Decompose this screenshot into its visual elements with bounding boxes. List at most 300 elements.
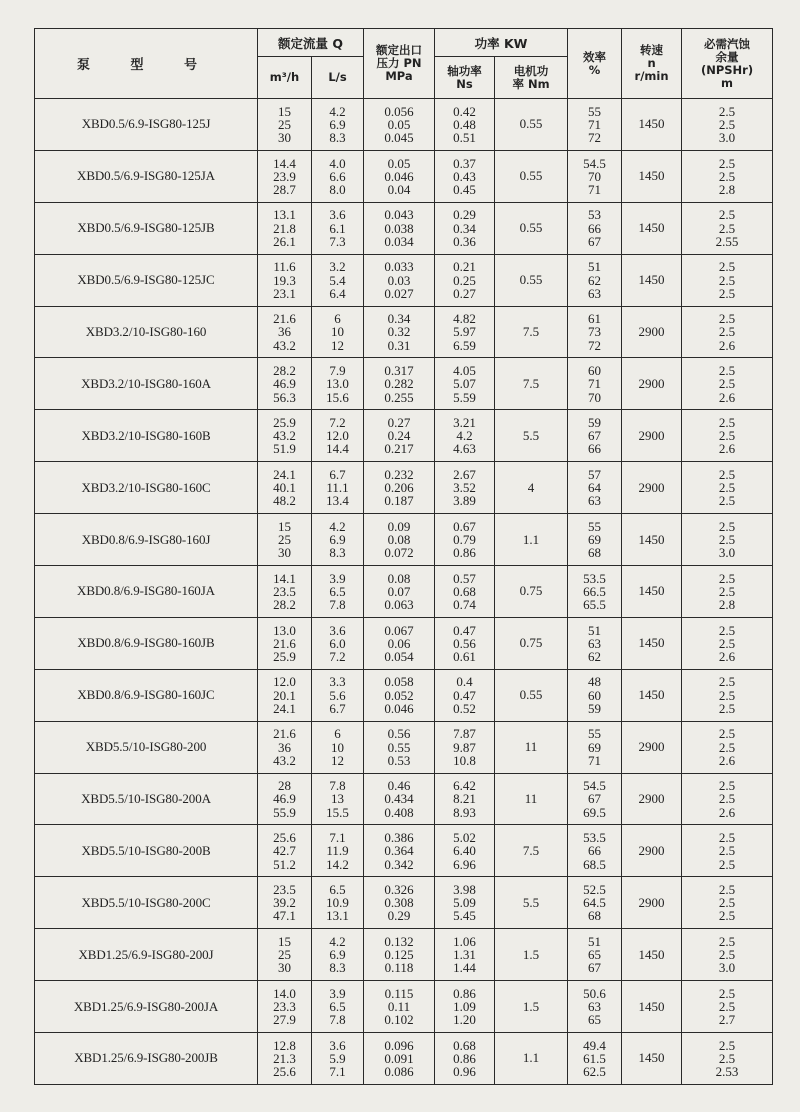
cell-efficiency-value: 60	[588, 363, 602, 379]
cell-shaft-power	[435, 358, 495, 410]
cell-efficiency-value: 63	[588, 285, 602, 301]
cell-efficiency	[568, 566, 622, 618]
cell-flow-m3h	[258, 99, 312, 151]
cell-efficiency-value: 65.5	[583, 597, 606, 613]
cell-flow-ls-value: 6.5	[329, 583, 346, 599]
cell-pressure-value: 0.125	[384, 947, 414, 963]
cell-npsh	[682, 981, 773, 1033]
cell-shaft-power-value: 0.48	[453, 116, 476, 132]
cell-npsh-value: 2.5	[718, 739, 736, 755]
table-row	[35, 462, 773, 514]
cell-efficiency-value: 67	[588, 428, 602, 444]
cell-flow-ls-value: 3.9	[329, 570, 346, 586]
cell-motor-power: 0.55	[495, 254, 568, 306]
cell-npsh-value: 2.5	[718, 428, 736, 444]
header-power: 功率 KW	[435, 29, 568, 57]
cell-pressure-value: 0.03	[387, 272, 411, 288]
table-row	[35, 150, 773, 202]
cell-pressure-value: 0.046	[384, 168, 414, 184]
cell-shaft-power-value: 4.05	[453, 363, 476, 379]
cell-efficiency-value: 63	[588, 998, 602, 1014]
cell-flow-ls-value: 4.0	[329, 155, 346, 171]
cell-shaft-power-value: 0.51	[453, 130, 476, 146]
table-row	[35, 825, 773, 877]
cell-motor-power: 5.5	[495, 410, 568, 462]
cell-motor-power: 5.5	[495, 877, 568, 929]
table-row	[35, 981, 773, 1033]
table-row	[35, 1033, 773, 1085]
cell-npsh-value: 2.5	[718, 168, 736, 184]
cell-flow-m3h-value: 25.9	[273, 648, 296, 664]
cell-pressure-value: 0.282	[384, 376, 414, 392]
cell-motor-power: 1.5	[495, 981, 568, 1033]
cell-flow-ls-value: 3.6	[329, 622, 346, 638]
header-shaft-line1: 轴功率	[447, 63, 482, 78]
cell-pressure-value: 0.09	[387, 518, 411, 534]
cell-efficiency-value: 68	[588, 908, 602, 924]
cell-flow-m3h-value: 28.2	[273, 363, 296, 379]
cell-pressure-value: 0.033	[384, 259, 414, 275]
cell-speed: 1450	[622, 981, 682, 1033]
cell-pressure-value: 0.32	[387, 324, 411, 340]
header-efficiency-line1: 效率	[583, 49, 607, 64]
cell-flow-m3h-value: 30	[278, 960, 291, 976]
cell-shaft-power-value: 5.09	[453, 895, 476, 911]
cell-flow-ls-value: 14.4	[326, 441, 349, 457]
cell-efficiency-value: 53.5	[583, 570, 606, 586]
cell-flow-m3h	[258, 929, 312, 981]
cell-npsh-value: 2.5	[718, 220, 736, 236]
header-model: 泵 型 号	[35, 29, 258, 99]
cell-model: XBD3.2/10-ISG80-160B	[35, 410, 258, 462]
cell-npsh-value: 2.5	[718, 259, 736, 275]
cell-pressure-value: 0.27	[387, 414, 411, 430]
cell-flow-ls-value: 8.3	[329, 545, 346, 561]
cell-efficiency-value: 62	[588, 648, 602, 664]
cell-pressure-value: 0.067	[384, 622, 414, 638]
cell-motor-power: 11	[495, 773, 568, 825]
cell-efficiency	[568, 1033, 622, 1085]
cell-motor-power: 7.5	[495, 306, 568, 358]
cell-shaft-power-value: 4.63	[453, 441, 476, 457]
cell-efficiency-value: 63	[588, 635, 602, 651]
cell-efficiency-value: 53	[588, 207, 602, 223]
cell-shaft-power	[435, 877, 495, 929]
cell-shaft-power-value: 6.40	[453, 843, 476, 859]
cell-shaft-power	[435, 669, 495, 721]
cell-flow-m3h-value: 25	[278, 116, 291, 132]
cell-flow-ls-value: 6.0	[329, 635, 346, 651]
cell-efficiency-value: 73	[588, 324, 602, 340]
cell-flow-m3h-value: 28	[278, 778, 291, 794]
cell-motor-power: 0.75	[495, 566, 568, 618]
cell-pressure-value: 0.132	[384, 933, 414, 949]
cell-npsh-value: 2.5	[718, 155, 736, 171]
cell-npsh-value: 2.6	[718, 389, 736, 405]
header-flow-m3h: m³/h	[258, 57, 312, 99]
cell-npsh-value: 2.6	[718, 441, 736, 457]
cell-efficiency	[568, 721, 622, 773]
cell-flow-ls	[312, 306, 364, 358]
cell-model: XBD0.5/6.9-ISG80-125J	[35, 99, 258, 151]
cell-shaft-power-value: 0.47	[453, 622, 476, 638]
cell-flow-ls	[312, 99, 364, 151]
cell-pressure-value: 0.102	[384, 1012, 414, 1028]
cell-flow-ls-value: 8.3	[329, 130, 346, 146]
cell-flow-ls	[312, 825, 364, 877]
cell-npsh-value: 2.6	[718, 648, 736, 664]
cell-flow-m3h-value: 28.2	[273, 597, 296, 613]
cell-npsh-value: 2.5	[718, 622, 736, 638]
cell-model: XBD0.8/6.9-ISG80-160JC	[35, 669, 258, 721]
cell-flow-ls-value: 13.1	[326, 908, 349, 924]
table-row	[35, 721, 773, 773]
cell-motor-power: 7.5	[495, 358, 568, 410]
cell-shaft-power	[435, 1033, 495, 1085]
cell-flow-m3h	[258, 410, 312, 462]
cell-shaft-power-value: 1.31	[453, 947, 476, 963]
cell-npsh-value: 2.5	[718, 324, 736, 340]
cell-flow-m3h	[258, 721, 312, 773]
cell-flow-m3h	[258, 462, 312, 514]
cell-flow-m3h-value: 42.7	[273, 843, 296, 859]
cell-pressure-value: 0.206	[384, 480, 414, 496]
cell-flow-ls	[312, 721, 364, 773]
cell-pressure-value: 0.118	[384, 960, 414, 976]
cell-npsh-value: 2.6	[718, 804, 736, 820]
cell-shaft-power-value: 0.4	[456, 674, 473, 690]
cell-flow-ls-value: 7.9	[329, 363, 346, 379]
cell-flow-m3h-value: 25.6	[273, 1064, 296, 1080]
cell-shaft-power-value: 8.21	[453, 791, 476, 807]
header-npsh-line1: 必需汽蚀	[704, 36, 751, 51]
cell-efficiency	[568, 462, 622, 514]
cell-npsh-value: 2.8	[718, 181, 736, 197]
cell-shaft-power	[435, 99, 495, 151]
cell-npsh-value: 2.5	[718, 908, 736, 924]
cell-flow-m3h-value: 43.2	[273, 752, 296, 768]
cell-flow-ls-value: 8.0	[329, 181, 346, 197]
header-speed-line1: 转速	[640, 43, 664, 57]
cell-shaft-power	[435, 202, 495, 254]
cell-flow-m3h	[258, 202, 312, 254]
cell-flow-m3h-value: 47.1	[273, 908, 296, 924]
cell-efficiency-value: 54.5	[583, 778, 606, 794]
cell-speed: 1450	[622, 617, 682, 669]
cell-speed: 1450	[622, 99, 682, 151]
cell-pressure-value: 0.56	[387, 726, 411, 742]
cell-pressure-value: 0.091	[384, 1050, 414, 1066]
cell-shaft-power-value: 5.45	[453, 908, 476, 924]
cell-efficiency-value: 53.5	[583, 830, 606, 846]
cell-speed: 2900	[622, 306, 682, 358]
cell-pressure-value: 0.034	[384, 233, 414, 249]
cell-pressure	[364, 929, 435, 981]
cell-flow-m3h-value: 56.3	[273, 389, 296, 405]
cell-pressure	[364, 410, 435, 462]
cell-flow-m3h-value: 51.9	[273, 441, 296, 457]
cell-flow-m3h-value: 40.1	[273, 480, 296, 496]
cell-npsh-value: 2.5	[718, 272, 736, 288]
cell-flow-ls-value: 3.6	[329, 207, 346, 223]
cell-speed: 1450	[622, 669, 682, 721]
cell-shaft-power	[435, 617, 495, 669]
pump-spec-table	[34, 28, 773, 1085]
cell-flow-m3h-value: 21.6	[273, 726, 296, 742]
cell-flow-ls-value: 7.8	[329, 597, 346, 613]
cell-flow-m3h-value: 23.1	[273, 285, 296, 301]
cell-pressure-value: 0.31	[387, 337, 411, 353]
cell-efficiency-value: 71	[588, 181, 602, 197]
cell-efficiency-value: 67	[588, 791, 602, 807]
cell-efficiency-value: 71	[588, 752, 602, 768]
cell-flow-ls	[312, 773, 364, 825]
cell-flow-ls-value: 4.2	[329, 933, 346, 949]
cell-shaft-power-value: 0.68	[453, 583, 476, 599]
cell-flow-ls-value: 12.0	[326, 428, 349, 444]
cell-speed: 1450	[622, 929, 682, 981]
cell-flow-m3h-value: 46.9	[273, 376, 296, 392]
cell-pressure	[364, 202, 435, 254]
cell-flow-m3h-value: 20.1	[273, 687, 296, 703]
cell-motor-power: 0.55	[495, 99, 568, 151]
cell-pressure-value: 0.05	[387, 116, 411, 132]
cell-model: XBD5.5/10-ISG80-200	[35, 721, 258, 773]
cell-motor-power: 0.55	[495, 150, 568, 202]
cell-efficiency-value: 55	[588, 103, 602, 119]
header-motor-power	[495, 57, 568, 99]
cell-efficiency	[568, 99, 622, 151]
cell-flow-m3h-value: 21.8	[273, 220, 296, 236]
header-npsh	[682, 29, 773, 99]
cell-efficiency	[568, 825, 622, 877]
cell-pressure-value: 0.255	[384, 389, 414, 405]
cell-speed: 2900	[622, 721, 682, 773]
cell-shaft-power-value: 0.67	[453, 518, 476, 534]
cell-npsh-value: 2.5	[718, 635, 736, 651]
cell-speed: 2900	[622, 877, 682, 929]
cell-npsh-value: 2.53	[715, 1064, 739, 1080]
cell-flow-ls	[312, 877, 364, 929]
cell-flow-ls-value: 15.6	[326, 389, 349, 405]
cell-efficiency-value: 62.5	[583, 1064, 606, 1080]
cell-pressure-value: 0.063	[384, 597, 414, 613]
cell-efficiency-value: 62	[588, 272, 602, 288]
cell-model: XBD1.25/6.9-ISG80-200JB	[35, 1033, 258, 1085]
cell-npsh-value: 2.5	[718, 414, 736, 430]
cell-efficiency-value: 48	[588, 674, 602, 690]
cell-flow-m3h-value: 39.2	[273, 895, 296, 911]
cell-pressure-value: 0.05	[387, 155, 411, 171]
cell-shaft-power-value: 3.98	[453, 882, 476, 897]
cell-flow-m3h-value: 14.0	[273, 985, 296, 1001]
cell-model: XBD0.5/6.9-ISG80-125JB	[35, 202, 258, 254]
cell-model: XBD3.2/10-ISG80-160C	[35, 462, 258, 514]
cell-npsh-value: 2.8	[718, 597, 736, 613]
cell-pressure-value: 0.29	[387, 908, 411, 924]
cell-npsh	[682, 410, 773, 462]
cell-shaft-power	[435, 825, 495, 877]
cell-flow-m3h-value: 15	[278, 933, 291, 949]
header-motor-line2: 率 Nm	[512, 76, 550, 91]
header-speed	[622, 29, 682, 99]
cell-efficiency-value: 68.5	[583, 856, 606, 872]
cell-npsh	[682, 617, 773, 669]
cell-flow-ls-value: 13.4	[326, 493, 349, 509]
cell-pressure-value: 0.086	[384, 1064, 414, 1080]
cell-flow-ls-value: 4.2	[329, 518, 346, 534]
cell-efficiency	[568, 306, 622, 358]
cell-npsh-value: 2.5	[718, 493, 736, 509]
cell-pressure-value: 0.386	[384, 830, 414, 846]
cell-model: XBD0.5/6.9-ISG80-125JC	[35, 254, 258, 306]
cell-npsh-value: 2.5	[718, 376, 736, 392]
table-row	[35, 566, 773, 618]
cell-flow-ls-value: 5.4	[329, 272, 346, 288]
cell-pressure-value: 0.06	[387, 635, 411, 651]
cell-flow-ls-value: 3.9	[329, 985, 346, 1001]
cell-npsh-value: 2.5	[718, 531, 736, 547]
cell-efficiency	[568, 669, 622, 721]
table-row	[35, 617, 773, 669]
header-flow: 额定流量 Q	[258, 29, 364, 57]
cell-shaft-power-value: 0.37	[453, 155, 476, 171]
cell-efficiency-value: 68	[588, 545, 602, 561]
cell-efficiency-value: 70	[588, 168, 602, 184]
cell-model: XBD0.5/6.9-ISG80-125JA	[35, 150, 258, 202]
cell-pressure	[364, 773, 435, 825]
cell-shaft-power-value: 0.34	[453, 220, 476, 236]
cell-speed: 2900	[622, 358, 682, 410]
cell-flow-ls-value: 6.4	[329, 285, 346, 301]
cell-shaft-power-value: 1.09	[453, 998, 476, 1014]
cell-npsh-value: 2.5	[718, 466, 736, 482]
cell-efficiency	[568, 254, 622, 306]
cell-flow-m3h-value: 25	[278, 531, 291, 547]
cell-npsh-value: 3.0	[718, 960, 736, 976]
cell-shaft-power-value: 5.02	[453, 830, 476, 846]
cell-flow-m3h	[258, 825, 312, 877]
cell-flow-m3h	[258, 773, 312, 825]
table-header	[35, 29, 773, 99]
cell-efficiency-value: 51	[588, 259, 602, 275]
table-row	[35, 358, 773, 410]
cell-efficiency-value: 64	[588, 480, 602, 496]
cell-npsh-value: 2.5	[718, 480, 736, 496]
cell-efficiency	[568, 617, 622, 669]
cell-flow-m3h-value: 21.6	[273, 311, 296, 327]
cell-pressure-value: 0.317	[384, 363, 414, 379]
cell-shaft-power	[435, 306, 495, 358]
cell-npsh-value: 2.5	[718, 985, 736, 1001]
cell-flow-ls-value: 6.9	[329, 947, 346, 963]
cell-npsh-value: 2.5	[718, 363, 736, 379]
cell-npsh	[682, 462, 773, 514]
cell-shaft-power	[435, 929, 495, 981]
cell-shaft-power-value: 0.86	[453, 985, 476, 1001]
cell-efficiency-value: 66	[588, 220, 602, 236]
cell-efficiency-value: 59	[588, 414, 602, 430]
cell-npsh	[682, 202, 773, 254]
cell-flow-m3h-value: 23.9	[273, 168, 296, 184]
cell-shaft-power-value: 3.89	[453, 493, 476, 509]
cell-pressure-value: 0.308	[384, 895, 414, 911]
cell-motor-power: 1.1	[495, 514, 568, 566]
cell-pressure	[364, 1033, 435, 1085]
cell-flow-m3h-value: 55.9	[273, 804, 296, 820]
cell-efficiency-value: 71	[588, 376, 602, 392]
cell-speed: 1450	[622, 514, 682, 566]
cell-flow-m3h	[258, 566, 312, 618]
cell-npsh	[682, 773, 773, 825]
cell-pressure-value: 0.24	[387, 428, 411, 444]
cell-flow-m3h-value: 51.2	[273, 856, 296, 872]
cell-npsh-value: 2.5	[718, 518, 736, 534]
cell-flow-m3h-value: 24.1	[273, 466, 296, 482]
cell-npsh	[682, 254, 773, 306]
cell-flow-ls-value: 3.3	[329, 674, 346, 690]
cell-shaft-power-value: 9.87	[453, 739, 476, 755]
cell-shaft-power-value: 6.42	[453, 778, 476, 794]
cell-flow-m3h-value: 36	[278, 324, 291, 340]
cell-efficiency-value: 55	[588, 726, 602, 742]
cell-flow-m3h-value: 12.8	[273, 1037, 296, 1053]
table-row	[35, 254, 773, 306]
cell-npsh-value: 3.0	[718, 545, 736, 561]
cell-flow-m3h-value: 25.9	[273, 414, 296, 430]
header-npsh-line2: 余量	[715, 49, 739, 64]
cell-npsh-value: 2.7	[718, 1012, 736, 1028]
cell-npsh	[682, 1033, 773, 1085]
cell-efficiency	[568, 514, 622, 566]
cell-flow-m3h	[258, 617, 312, 669]
cell-pressure-value: 0.217	[384, 441, 414, 457]
cell-pressure	[364, 254, 435, 306]
header-pressure-line1: 额定出口	[376, 43, 423, 57]
cell-flow-m3h-value: 30	[278, 545, 291, 561]
cell-flow-ls-value: 6.5	[329, 882, 346, 897]
cell-model: XBD0.8/6.9-ISG80-160JB	[35, 617, 258, 669]
cell-pressure-value: 0.043	[384, 207, 414, 223]
cell-flow-m3h-value: 25	[278, 947, 291, 963]
cell-npsh-value: 2.5	[718, 285, 736, 301]
cell-shaft-power-value: 0.68	[453, 1037, 476, 1053]
cell-efficiency-value: 51	[588, 622, 602, 638]
cell-flow-ls-value: 12	[331, 337, 344, 353]
header-shaft-line2: Ns	[456, 76, 473, 91]
cell-pressure-value: 0.187	[384, 493, 414, 509]
cell-speed: 2900	[622, 825, 682, 877]
cell-pressure-value: 0.027	[384, 285, 414, 301]
cell-pressure-value: 0.058	[384, 674, 414, 690]
cell-flow-ls-value: 6.7	[329, 466, 346, 482]
table-row	[35, 877, 773, 929]
cell-flow-ls-value: 4.2	[329, 103, 346, 119]
cell-efficiency-value: 59	[588, 700, 602, 716]
cell-pressure-value: 0.046	[384, 700, 414, 716]
cell-npsh-value: 2.5	[718, 856, 736, 872]
cell-shaft-power	[435, 254, 495, 306]
cell-flow-ls-value: 12	[331, 752, 344, 768]
cell-pressure-value: 0.115	[384, 985, 414, 1001]
cell-speed: 1450	[622, 150, 682, 202]
cell-efficiency-value: 70	[588, 389, 602, 405]
cell-npsh	[682, 358, 773, 410]
table-row	[35, 202, 773, 254]
table-row	[35, 410, 773, 462]
cell-efficiency-value: 52.5	[583, 882, 606, 897]
cell-flow-ls-value: 14.2	[326, 856, 349, 872]
